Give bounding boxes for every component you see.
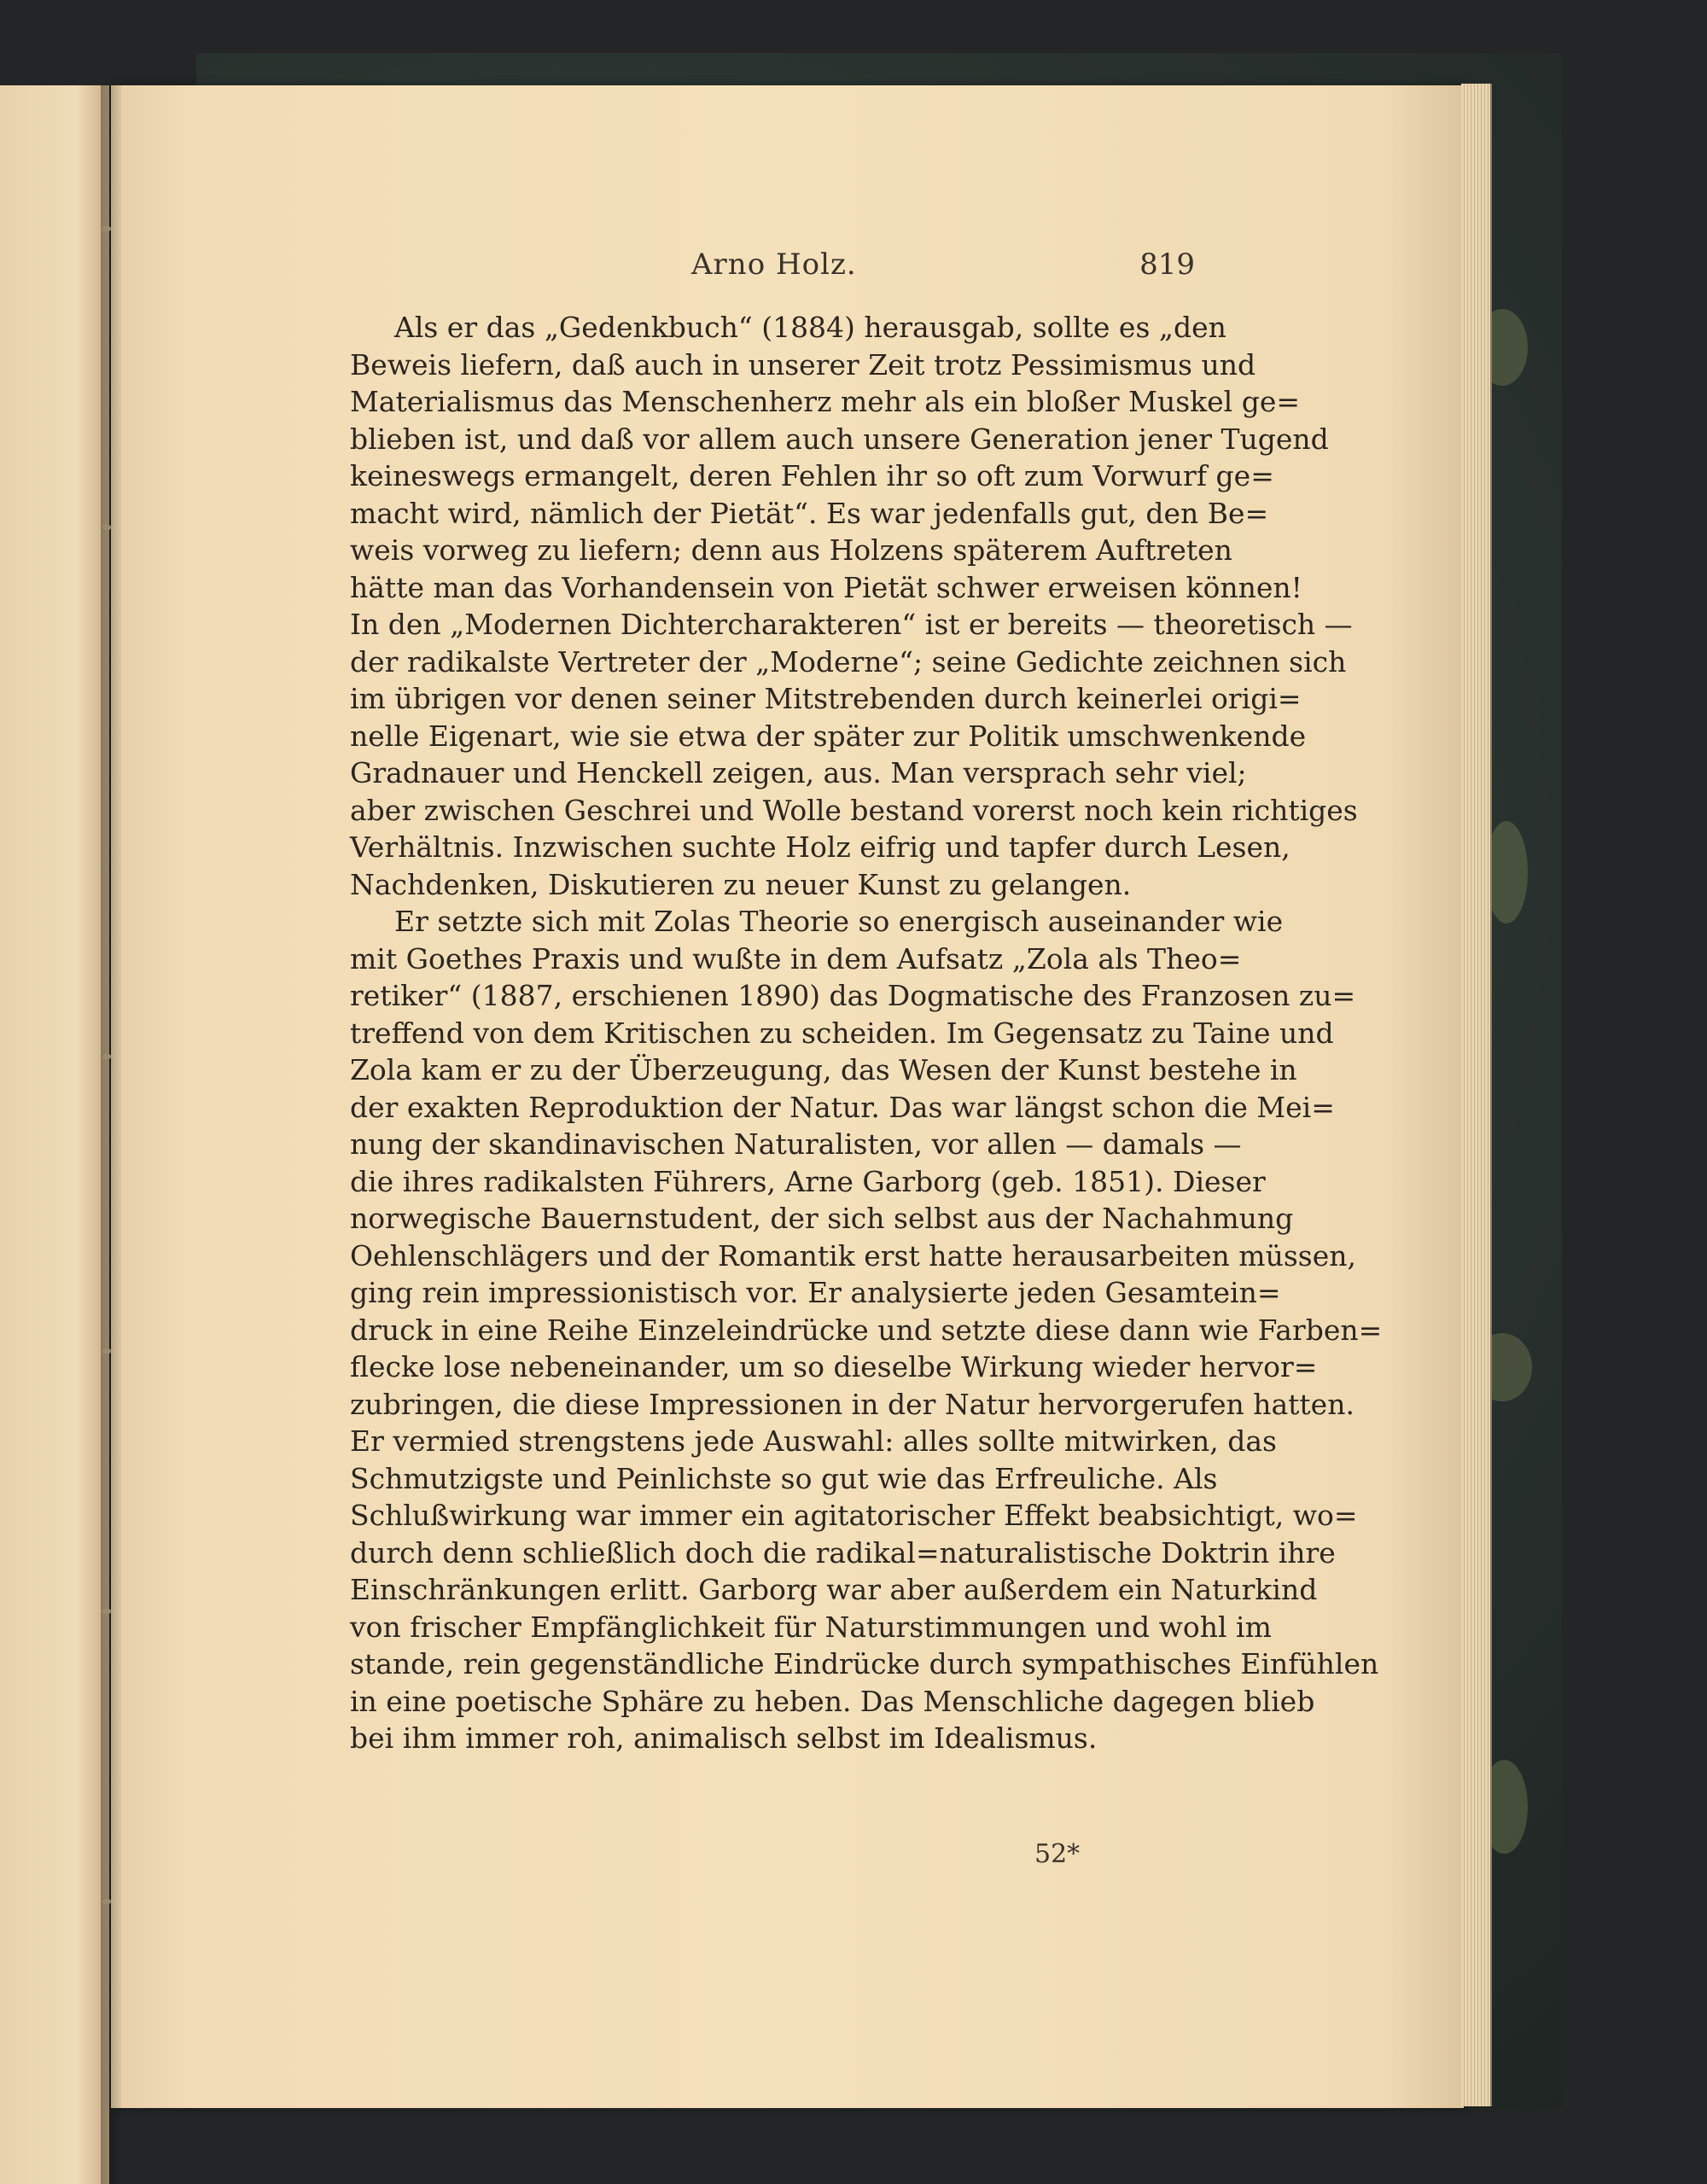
text-line: stande, rein gegenständliche Eindrücke durch sympathisches Einfühlen	[350, 1647, 1379, 1680]
binding-stitch	[102, 1899, 111, 1904]
binding-stitch	[102, 1609, 111, 1614]
text-line: der radikalste Vertreter der „Moderne“; seine Gedichte zeichnen sich	[350, 644, 1347, 678]
text-line: macht wird, nämlich der Pietät“. Es war jedenfalls gut, den Be=	[350, 496, 1269, 530]
text-line: Er setzte sich mit Zolas Theorie so energisch auseinander wie	[394, 905, 1284, 938]
text-line: ging rein impressionistisch vor. Er analysierte jeden Gesamtein=	[350, 1276, 1281, 1309]
page-header	[350, 248, 1195, 288]
text-line: Gradnauer und Henckell zeigen, aus. Man versprach sehr viel;	[350, 756, 1247, 789]
body-text	[350, 309, 1383, 1757]
binding-stitch	[102, 226, 111, 231]
paragraph-1	[350, 309, 1358, 903]
signature-mark: 52*	[1034, 1839, 1081, 1869]
binding-stitch	[102, 1348, 111, 1354]
text-line: Beweis liefern, daß auch in unserer Zeit trotz Pessimismus und	[350, 347, 1256, 381]
text-line: hätte man das Vorhandensein von Pietät schwer erweisen können!	[350, 570, 1302, 604]
text-line: druck in eine Reihe Einzeleindrücke und setzte diese dann wie Farben=	[350, 1313, 1383, 1347]
running-head: Arno Holz.	[691, 248, 857, 282]
text-line: Verhältnis. Inzwischen suchte Holz eifrig und tapfer durch Lesen,	[350, 830, 1290, 864]
text-line: Schmutzigste und Peinlichste so gut wie das Erfreuliche. Als	[350, 1461, 1218, 1495]
text-line: mit Goethes Praxis und wußte in dem Aufsatz „Zola als Theo=	[350, 941, 1242, 976]
text-line: von frischer Empfänglichkeit für Naturstimmungen und wohl im	[350, 1610, 1272, 1644]
text-line: bei ihm immer roh, animalisch selbst im Idealismus.	[350, 1721, 1098, 1755]
text-line: weis vorweg zu liefern; denn aus Holzens späterem Auftreten	[350, 533, 1232, 567]
text-line: Als er das „Gedenkbuch“ (1884) herausgab, sollte es „den	[394, 311, 1226, 344]
text-line: im übrigen vor denen seiner Mitstrebenden durch keinerlei origi=	[350, 682, 1302, 715]
binding-stitch	[102, 525, 111, 530]
text-line: Materialismus das Menschenherz mehr als ein bloßer Muskel ge=	[350, 385, 1301, 418]
text-line: Schlußwirkung war immer ein agitatorischer Effekt beabsichtigt, wo=	[350, 1499, 1358, 1532]
page-gutter	[101, 85, 121, 2184]
text-line: zubringen, die diese Impressionen in der Natur hervorgerufen hatten.	[350, 1387, 1355, 1421]
text-line: Er vermied strengstens jede Auswahl: alles sollte mitwirken, das	[350, 1424, 1277, 1458]
text-line: Nachdenken, Diskutieren zu neuer Kunst zu gelangen.	[350, 867, 1132, 901]
paragraph-2	[350, 903, 1383, 1757]
left-page-edge	[0, 85, 109, 2184]
text-line: treffend von dem Kritischen zu scheiden. Im Gegensatz zu Taine und	[350, 1016, 1334, 1050]
page-number: 819	[1139, 248, 1195, 282]
binding-stitch	[102, 1054, 111, 1059]
text-line: aber zwischen Geschrei und Wolle bestand vorerst noch kein richtiges	[350, 793, 1358, 827]
text-line: norwegische Bauernstudent, der sich selbst aus der Nachahmung	[350, 1202, 1294, 1235]
page-edges	[1461, 84, 1492, 2106]
text-line: retiker“ (1887, erschienen 1890) das Dogmatische des Franzosen zu=	[350, 979, 1356, 1012]
text-line: der exakten Reproduktion der Natur. Das war längst schon die Mei=	[350, 1090, 1335, 1124]
text-line: Einschränkungen erlitt. Garborg war aber außerdem ein Naturkind	[350, 1573, 1318, 1606]
text-line: Oehlenschlägers und der Romantik erst hatte herausarbeiten müssen,	[350, 1238, 1356, 1273]
text-line: keineswegs ermangelt, deren Fehlen ihr so oft zum Vorwurf ge=	[350, 459, 1274, 492]
text-line: In den „Modernen Dichtercharakteren“ ist er bereits — theoretisch —	[350, 608, 1353, 641]
text-line: durch denn schließlich doch die radikal=naturalistische Doktrin ihre	[350, 1535, 1336, 1570]
text-line: in eine poetische Sphäre zu heben. Das Menschliche dagegen blieb	[350, 1684, 1315, 1718]
text-line: die ihres radikalsten Führers, Arne Garborg (geb. 1851). Dieser	[350, 1164, 1266, 1198]
text-line: flecke lose nebeneinander, um so dieselbe Wirkung wieder hervor=	[350, 1350, 1318, 1383]
text-line: nung der skandinavischen Naturalisten, vor allen — damals —	[350, 1127, 1242, 1161]
text-line: nelle Eigenart, wie sie etwa der später zur Politik umschwenkende	[350, 719, 1307, 753]
text-line: blieben ist, und daß vor allem auch unsere Generation jener Tugend	[350, 422, 1329, 456]
text-line: Zola kam er zu der Überzeugung, das Wesen der Kunst bestehe in	[350, 1053, 1297, 1086]
